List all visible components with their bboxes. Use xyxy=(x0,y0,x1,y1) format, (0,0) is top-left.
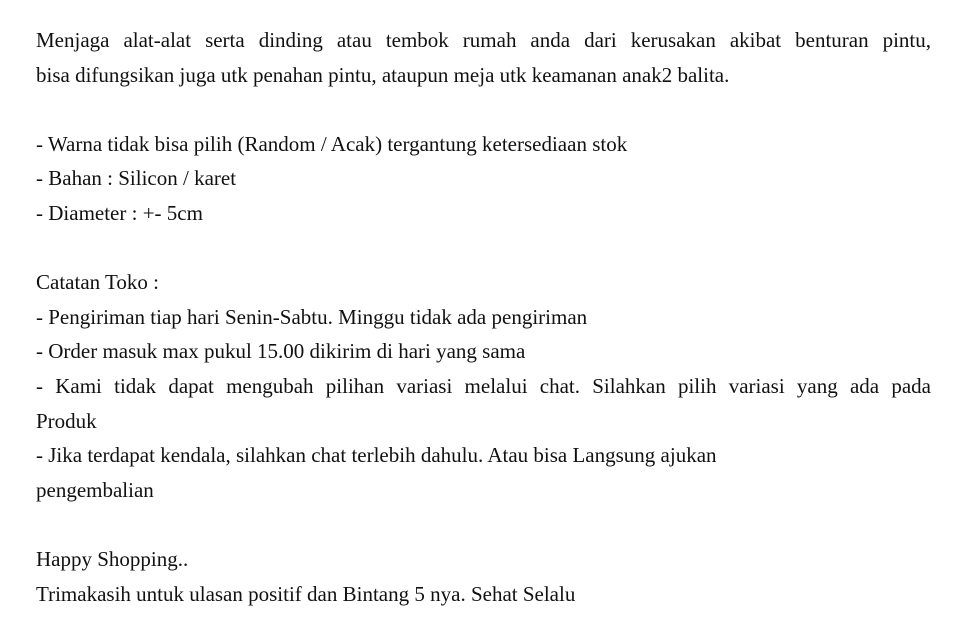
closing-greeting: Happy Shopping.. xyxy=(36,546,189,571)
intro-paragraph xyxy=(36,23,931,92)
note-item-order-cutoff: - Order masuk max pukul 15.00 dikirim di hari yang sama xyxy=(36,339,526,364)
spec-item-material: - Bahan : Silicon / karet xyxy=(36,166,237,191)
spec-list xyxy=(36,127,931,231)
intro-line: bisa difungsikan juga utk penahan pintu, ataupun meja utk keamanan anak2 balita. xyxy=(36,62,730,87)
closing-thanks: Trimakasih untuk ulasan positif dan Bintang 5 nya. Sehat Selalu xyxy=(36,581,576,606)
product-description xyxy=(36,23,931,611)
note-item-variation-cont: Produk xyxy=(36,408,97,433)
store-notes-heading: Catatan Toko : xyxy=(36,270,159,295)
blank-line xyxy=(36,231,931,266)
note-item-issues-cont: pengembalian xyxy=(36,477,154,502)
spec-item-diameter: - Diameter : +- 5cm xyxy=(36,200,203,225)
note-item-shipping-days: - Pengiriman tiap hari Senin-Sabtu. Minggu tidak ada pengiriman xyxy=(36,304,588,329)
intro-line: Menjaga alat-alat serta dinding atau tembok rumah anda dari kerusakan akibat benturan pintu, xyxy=(36,28,931,52)
closing-paragraph xyxy=(36,542,931,611)
note-item-issues: - Jika terdapat kendala, silahkan chat terlebih dahulu. Atau bisa Langsung ajukan xyxy=(36,443,717,468)
store-notes xyxy=(36,265,931,507)
blank-line xyxy=(36,507,931,542)
blank-line xyxy=(36,92,931,127)
note-item-variation: - Kami tidak dapat mengubah pilihan variasi melalui chat. Silahkan pilih variasi yang ada pada xyxy=(36,373,931,398)
spec-item-color: - Warna tidak bisa pilih (Random / Acak) tergantung ketersediaan stok xyxy=(36,131,628,156)
